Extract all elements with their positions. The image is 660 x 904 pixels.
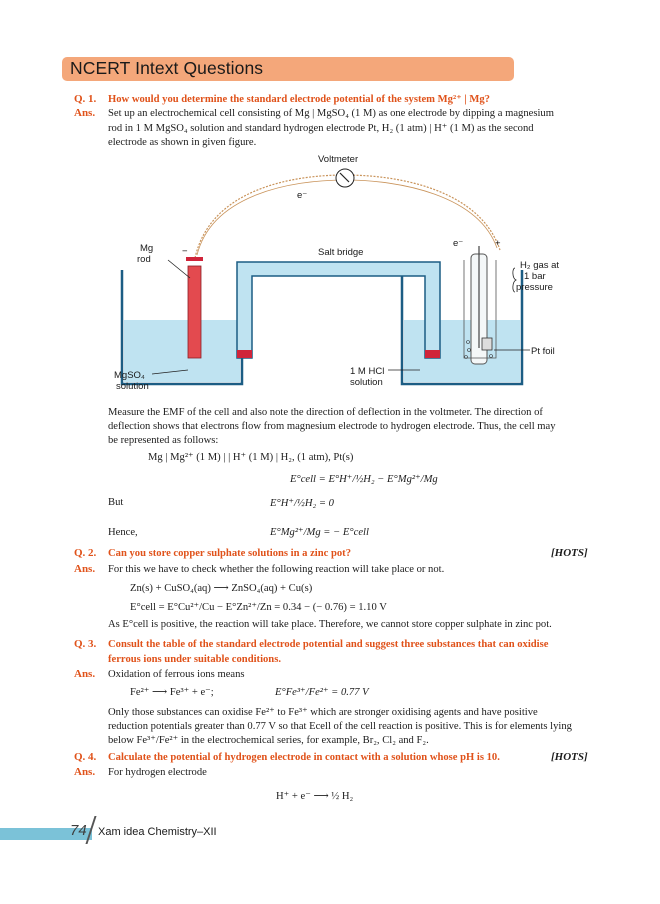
q1-answer-line: rod in 1 M MgSO₄ solution and standard hydrogen electrode Pt, H₂ (1 atm) | H⁺ (1 M) as the second (108, 123, 534, 134)
page-number: 74 (70, 822, 87, 839)
q1-ans-label: Ans. (74, 107, 96, 119)
equation-1: E°cell = E°H⁺/½H₂ − E°Mg²⁺/Mg (290, 474, 438, 485)
q1-answer-line: Set up an electrochemical cell consisting of Mg | MgSO₄ (1 M) as one electrode by dipping a magnesium (108, 108, 554, 119)
section-title: NCERT Intext Questions (70, 58, 264, 78)
equation-3: E°Mg²⁺/Mg = − E°cell (270, 527, 369, 538)
q2-emf: E°cell = E°Cu²⁺/Cu − E°Zn²⁺/Zn = 0.34 − (− 0.76) = 1.10 V (130, 602, 387, 613)
electron-label-2: e⁻ (453, 238, 464, 249)
q2-line1: For this we have to check whether the following reaction will take place or not. (108, 564, 445, 575)
hence-label: Hence, (108, 527, 138, 538)
section-banner (62, 57, 514, 81)
q2-conclusion: As E°cell is positive, the reaction will take place. Therefore, we cannot store copper sulphate in zinc pot. (108, 619, 552, 630)
q1-after-line: be represented as follows: (108, 435, 219, 446)
q1-label: Q. 1. (74, 93, 97, 105)
mgso4-label-1: MgSO₄ (114, 370, 145, 381)
q1-after-line: Measure the EMF of the cell and also note the direction of deflection in the voltmeter. The direction of (108, 407, 543, 418)
h2-label-1: H₂ gas at (520, 260, 560, 271)
q3-after-line: Only those substances can oxidise Fe²⁺ to Fe³⁺ which are stronger oxidising agents and have positive (108, 707, 538, 718)
q4-question: Calculate the potential of hydrogen electrode in contact with a solution whose pH is 10. (108, 752, 500, 763)
minus-sign: − (182, 246, 188, 257)
q2-hots-tag: [HOTS] (551, 547, 588, 559)
q4-reaction: H⁺ + e⁻ ⟶ ½ H₂ (276, 791, 354, 802)
q4-ans-label: Ans. (74, 766, 96, 778)
salt-bridge-plug-right (425, 350, 440, 358)
q2-ans-label: Ans. (74, 563, 96, 575)
q3-potential: E°Fe³⁺/Fe²⁺ = 0.77 V (275, 687, 369, 698)
mg-rod (188, 266, 201, 358)
q3-question-line: Consult the table of the standard electrode potential and suggest three substances that can oxidise (108, 639, 549, 650)
mg-rod-pointer (168, 260, 190, 278)
q4-label: Q. 4. (74, 751, 97, 763)
q2-question: Can you store copper sulphate solutions in a zinc pot? (108, 548, 352, 559)
electron-label-1: e⁻ (297, 190, 308, 201)
mgso4-label-2: solution (116, 381, 149, 392)
but-label: But (108, 497, 124, 508)
q2-label: Q. 2. (74, 547, 97, 559)
q3-question-line: ferrous ions under suitable conditions. (108, 654, 281, 665)
right-solution (404, 320, 520, 382)
wire-inner-arc (197, 180, 497, 255)
electrochemical-cell-figure (60, 150, 600, 400)
hcl-label-2: solution (350, 377, 383, 388)
h2-label-3: pressure (516, 282, 553, 293)
q3-ans-label: Ans. (74, 668, 96, 680)
mg-rod-clip (186, 257, 203, 261)
mg-rod-label-2: rod (137, 254, 151, 265)
footer-title: Xam idea Chemistry–XII (98, 826, 217, 838)
q1-after-line: deflection shows that electrons flow from magnesium electrode to hydrogen electrode. Thus, the cell may (108, 421, 556, 432)
q1-answer-line: electrode as shown in given figure. (108, 137, 257, 148)
q3-line1: Oxidation of ferrous ions means (108, 669, 245, 680)
q1-question: How would you determine the standard electrode potential of the system Mg²⁺ | Mg? (108, 94, 490, 105)
salt-bridge-plug-left (237, 350, 252, 358)
equation-2: E°H⁺/½H₂ = 0 (270, 498, 334, 509)
q3-reaction: Fe²⁺ ⟶ Fe³⁺ + e⁻; (130, 687, 214, 698)
pt-foil-label: Pt foil (531, 346, 555, 357)
q4-hots-tag: [HOTS] (551, 751, 588, 763)
q3-after-line: below Fe³⁺/Fe²⁺ in the electrochemical series, for example, Br₂, Cl₂ and F₂. (108, 735, 429, 746)
voltmeter-label: Voltmeter (318, 154, 359, 165)
q2-reaction: Zn(s) + CuSO₄(aq) ⟶ ZnSO₄(aq) + Cu(s) (130, 583, 313, 594)
h2-label-2: 1 bar (524, 271, 546, 282)
q3-label: Q. 3. (74, 638, 97, 650)
q3-after-line: reduction potentials greater than 0.77 V so that Ecell of the cell reaction is positive. This is for elements lying (108, 721, 572, 732)
cell-representation: Mg | Mg²⁺ (1 M) | | H⁺ (1 M) | H₂, (1 atm), Pt(s) (148, 452, 354, 463)
plus-sign: + (495, 238, 501, 249)
mg-rod-label-1: Mg (140, 243, 154, 254)
hcl-label-1: 1 M HCl (350, 366, 385, 377)
salt-bridge-label: Salt bridge (318, 247, 364, 258)
pt-foil (482, 338, 492, 350)
q4-line1: For hydrogen electrode (108, 767, 207, 778)
